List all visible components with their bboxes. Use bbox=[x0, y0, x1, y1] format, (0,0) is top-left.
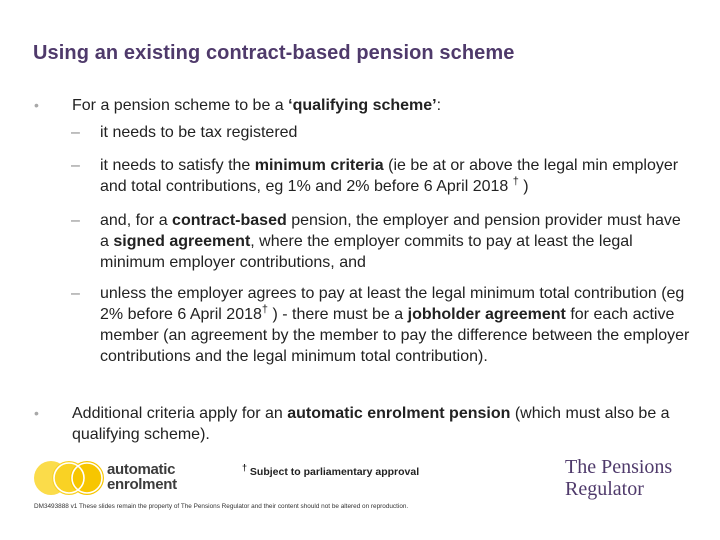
dash-mark: – bbox=[71, 212, 80, 229]
bullet-text: For a pension scheme to be a ‘qualifying scheme’: bbox=[72, 97, 442, 114]
dash-mark: – bbox=[71, 124, 80, 141]
bullet-text: Additional criteria apply for an automatic enrolment pension (which must also be a qualifying scheme). bbox=[72, 405, 670, 443]
sub-bullet-tax-registered: – it needs to be tax registered bbox=[71, 124, 298, 141]
dagger-mark: † bbox=[261, 303, 269, 316]
slide-title: Using an existing contract-based pension scheme bbox=[33, 42, 515, 64]
dash-mark: – bbox=[71, 285, 80, 302]
logo-circle-3 bbox=[70, 461, 104, 495]
dagger-mark: † bbox=[512, 175, 519, 188]
sub-bullet-jobholder-agreement: – unless the employer agrees to pay at least the legal minimum total contribution (eg 2% before 6 April 2018† ) - there must be a jobholder agreement for each active member (an agreement by the member to pay the difference between the employer contributions and the legal minimum total contribution). bbox=[71, 285, 690, 365]
sub-bullet-signed-agreement: – and, for a contract-based pension, the employer and pension provider must have a signed agreement, where the employer commits to pay at least the legal minimum employer contributions, and bbox=[71, 212, 681, 271]
document-reference: DM3493888 v1 These slides remain the property of The Pensions Regulator and their content should not be altered on reproduction. bbox=[34, 503, 409, 510]
sub-bullet-minimum-criteria: – it needs to satisfy the minimum criteria (ie be at or above the legal min employer and total contributions, eg 1% and 2% before 6 April 2018 † ) bbox=[71, 157, 679, 195]
bullet-mark: • bbox=[34, 97, 39, 113]
bullet-mark: • bbox=[34, 405, 39, 421]
automatic-enrolment-wordmark: automatic enrolment bbox=[107, 461, 177, 493]
dash-mark: – bbox=[71, 157, 80, 174]
pensions-regulator-logo: The Pensions Regulator bbox=[565, 456, 673, 500]
footnote-approval: † Subject to parliamentary approval bbox=[242, 462, 420, 478]
